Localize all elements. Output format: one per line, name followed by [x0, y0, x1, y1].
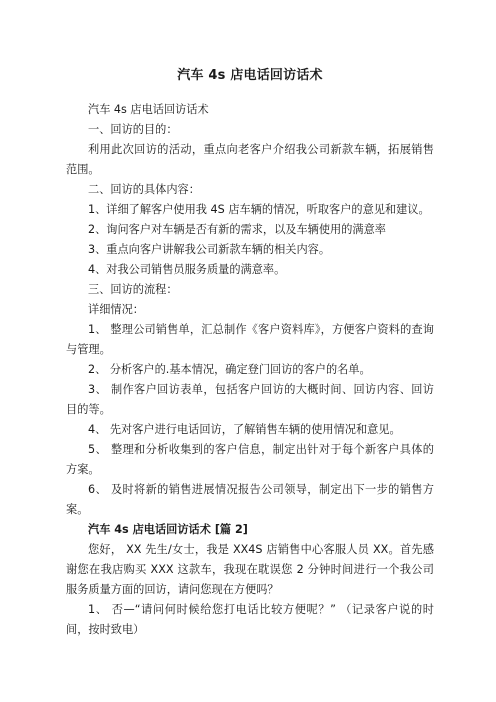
paragraph: 2、询问客户对车辆是否有新的需求，以及车辆使用的满意率	[88, 223, 386, 236]
paragraph: 5、 整理和分析收集到的客户信息，制定出针对于每个新客户具体的方案。	[66, 443, 434, 476]
paragraph: 1、 整理公司销售单，汇总制作《客户资料库》，方便客户资料的查询与管理。	[66, 323, 434, 356]
paragraph: 1、 否—“请问何时候给您打电话比较方便呢？” （记录客户说的时间，按时致电）	[66, 603, 434, 636]
paragraph: 您好， XX 先生/女士，我是 XX4S 店销售中心客服人员 XX。首先感谢您在我店购买 XXX 这款车，我现在耽误您 2 分钟时间进行一个我公司服务质量方面的回访，请问您现在方便吗？	[66, 543, 434, 596]
paragraph: 3、重点向客户讲解我公司新款车辆的相关内容。	[88, 243, 331, 256]
paragraph: 三、回访的流程：	[88, 283, 178, 296]
paragraph: 一、回访的目的：	[88, 123, 178, 136]
paragraph: 2、 分析客户的.基本情况，确定登门回访的客户的名单。	[88, 363, 371, 376]
paragraph: 利用此次回访的活动，重点向老客户介绍我公司新款车辆，拓展销售范围。	[66, 143, 434, 176]
paragraph: 1、详细了解客户使用我 4S 店车辆的情况，听取客户的意见和建议。	[88, 203, 430, 216]
paragraph: 6、 及时将新的销售进展情况报告公司领导，制定出下一步的销售方案。	[66, 483, 434, 516]
paragraph: 汽车 4s 店电话回访话术	[88, 103, 209, 116]
paragraph: 4、对我公司销售员服务质量的满意率。	[88, 263, 286, 276]
document-title: 汽车 4s 店电话回访话术	[177, 68, 323, 83]
paragraph: 4、 先对客户进行电话回访，了解销售车辆的使用情况和意见。	[88, 423, 401, 436]
paragraph: 汽车 4s 店电话回访话术 [篇 2]	[88, 523, 248, 536]
paragraph: 二、回访的具体内容：	[88, 183, 200, 196]
paragraph: 详细情况：	[88, 303, 144, 316]
document-body	[66, 100, 434, 640]
paragraph: 3、 制作客户回访表单，包括客户回访的大概时间、回访内容、回访目的等。	[66, 383, 434, 416]
